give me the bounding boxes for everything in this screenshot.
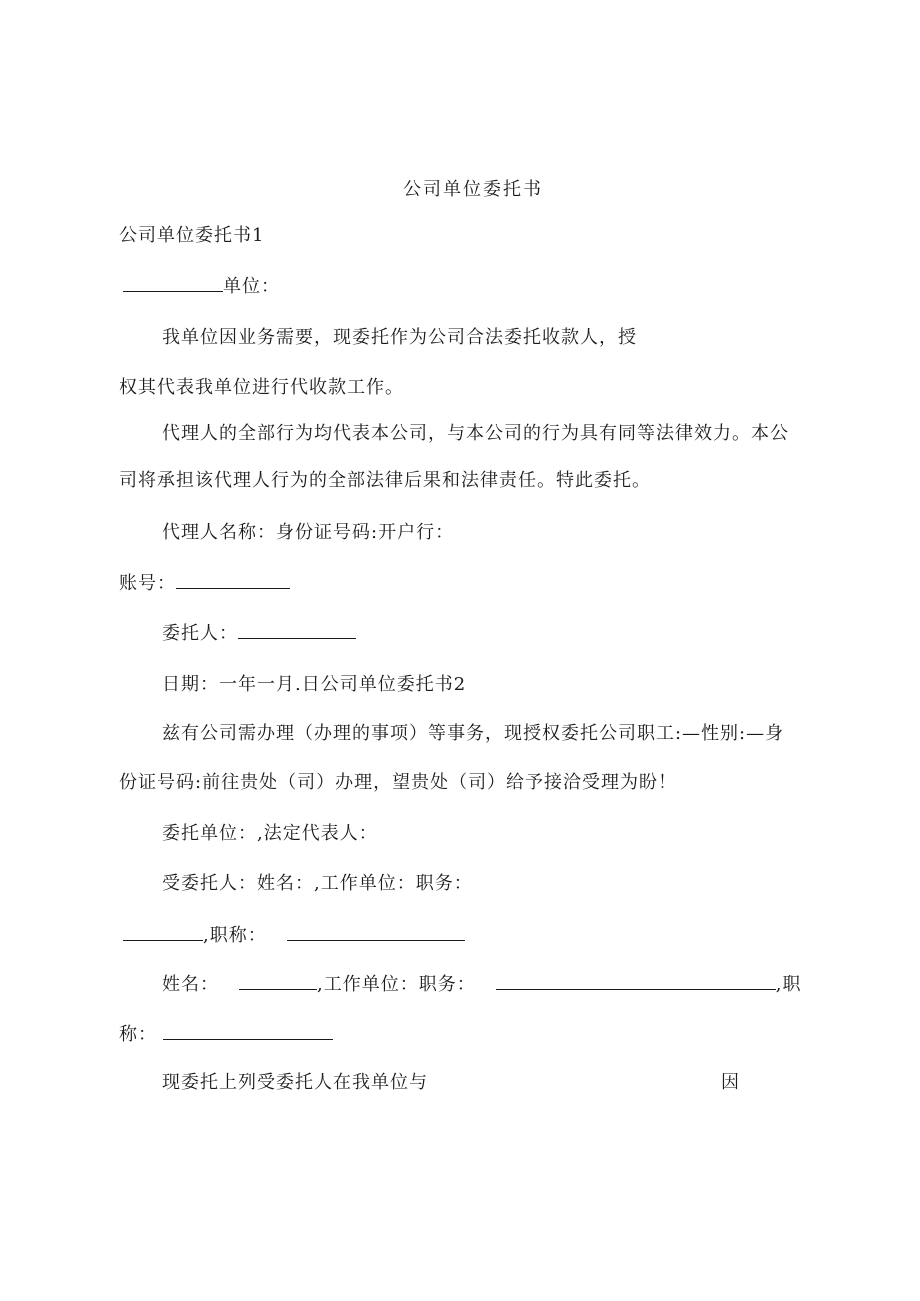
paragraph-1-line-1: 我单位因业务需要，现委托作为公司合法委托收款人，授 (162, 327, 637, 348)
account-line (119, 570, 290, 596)
work-unit-label: ,工作单位：职务： (317, 974, 476, 995)
last-line-right: 因 (721, 1072, 740, 1093)
job-blank-2 (287, 922, 465, 941)
agent-info-line: 代理人名称：身份证号码:开户行： (162, 522, 455, 543)
paragraph-2-line-2: 司将承担该代理人行为的全部法律后果和法律责任。特此委托。 (119, 470, 651, 491)
date-line: 日期：一年一月.日公司单位委托书2 (162, 674, 467, 695)
job-title-line (123, 922, 465, 948)
unit-line (123, 273, 280, 299)
title-cont-label: 称： (119, 1024, 157, 1045)
delegator-blank (238, 620, 356, 639)
job-blank-1 (123, 922, 203, 941)
last-line-left: 现委托上列受委托人在我单位与 (162, 1072, 428, 1093)
title-cont-line (119, 1021, 333, 1047)
work-unit-blank (496, 971, 776, 990)
document-title: 公司单位委托书 (403, 179, 543, 200)
trustee-line: 受委托人：姓名：,工作单位：职务： (162, 873, 473, 894)
name-line (162, 971, 801, 997)
name-blank (239, 971, 317, 990)
account-blank (176, 570, 290, 589)
title-suffix-2: ,职 (775, 974, 802, 995)
name-label: 姓名： (162, 974, 219, 995)
paragraph-3-line-1: 兹有公司需办理（办理的事项）等事务，现授权委托公司职工:—性别:—身 (162, 723, 785, 744)
delegator-label: 委托人： (162, 623, 238, 644)
unit-blank (123, 273, 223, 292)
title-cont-blank (163, 1021, 333, 1040)
paragraph-3-line-2: 份证号码:前往贵处（司）办理，望贵处（司）给予接洽受理为盼！ (119, 772, 678, 793)
job-title-label: ,职称： (203, 925, 267, 946)
paragraph-1-line-2: 权其代表我单位进行代收款工作。 (119, 377, 404, 398)
entrust-unit-line: 委托单位：,法定代表人： (162, 823, 378, 844)
account-label: 账号： (119, 573, 176, 594)
section-heading: 公司单位委托书1 (119, 225, 265, 246)
unit-label: 单位： (223, 276, 280, 297)
delegator-line (162, 620, 356, 646)
paragraph-2-line-1: 代理人的全部行为均代表本公司，与本公司的行为具有同等法律效力。本公 (162, 423, 789, 444)
